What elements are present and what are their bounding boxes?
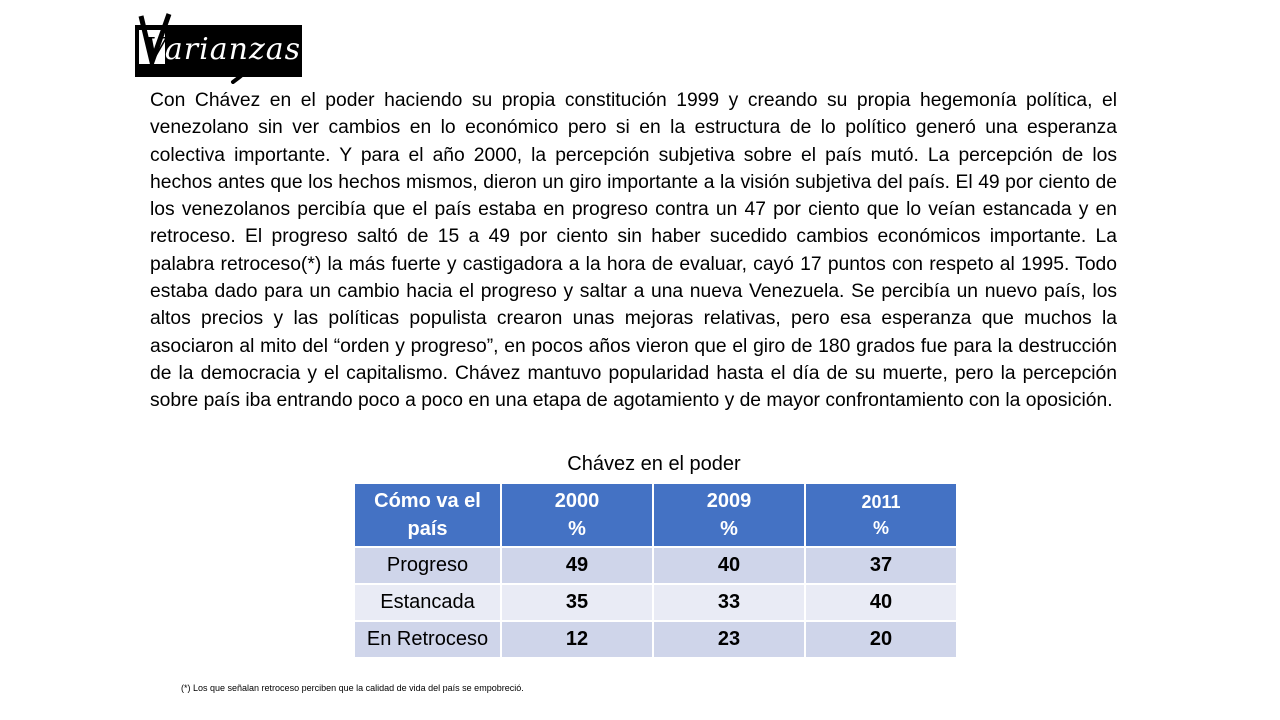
header-2000 <box>501 483 653 547</box>
logo-wordmark: Varianzas <box>145 32 302 67</box>
main-paragraph: Con Chávez en el poder haciendo su propia constitución 1999 y creando su propia hegemonía política, el venezolano sin ver cambios en lo económico pero si en la estructura de lo político generó una esperanza colectiva importante. Y para el año 2000, la percepción subjetiva sobre el país mutó. La percepción de los hechos antes que los hechos mismos, dieron un giro importante a la visión subjetiva del país. El 49 por ciento de los venezolanos percibía que el país estaba en progreso contra un 47 por ciento que lo veían estancada y en retroceso. El progreso saltó de 15 a 49 por ciento sin haber sucedido cambios económicos importante. La palabra retroceso(*) la más fuerte y castigadora a la hora de evaluar, cayó 17 puntos con respeto al 1995. Todo estaba dado para un cambio hacia el progreso y saltar a una nueva Venezuela. Se percibía un nuevo país, los altos precios y las políticas populista crearon unas mejoras relativas, pero esa esperanza que muchos la asociaron al mito del “orden y progreso”, en pocos años vieron que el giro de 180 grados fue para la destrucción de la democracia y el capitalismo. Chávez mantuvo popularidad hasta el día de su muerte, pero la percepción sobre país iba entrando poco a poco en una etapa de agotamiento y de mayor confrontamiento con la oposición. <box>150 90 1117 412</box>
table-row <box>354 621 957 658</box>
header-2000-unit: % <box>568 518 586 540</box>
header-2011-unit: % <box>872 518 889 538</box>
header-category-line2: país <box>407 518 448 540</box>
cell-progreso-2011: 37 <box>805 547 957 584</box>
cell-estancada-2009: 33 <box>653 584 805 621</box>
varianzas-logo <box>135 12 305 84</box>
footnote: (*) Los que señalan retroceso perciben que la calidad de vida del país se empobreció. <box>181 683 524 693</box>
cell-estancada-2000: 35 <box>501 584 653 621</box>
header-2011 <box>805 483 957 547</box>
cell-retroceso-2011: 20 <box>805 621 957 658</box>
cell-progreso-2000: 49 <box>501 547 653 584</box>
table-title: Chávez en el poder <box>567 453 741 475</box>
cell-progreso-2009: 40 <box>653 547 805 584</box>
header-2009-unit: % <box>720 518 738 540</box>
table-row <box>354 547 957 584</box>
table-header-row <box>354 483 957 547</box>
table-row <box>354 584 957 621</box>
header-category-line1: Cómo va el <box>374 490 481 512</box>
cell-estancada-2011: 40 <box>805 584 957 621</box>
header-category <box>354 483 501 547</box>
header-2011-year: 2011 <box>861 492 901 512</box>
row-label-retroceso: En Retroceso <box>354 621 501 658</box>
row-label-estancada: Estancada <box>354 584 501 621</box>
header-2009-year: 2009 <box>706 490 752 512</box>
row-label-progreso: Progreso <box>354 547 501 584</box>
header-2009 <box>653 483 805 547</box>
cell-retroceso-2009: 23 <box>653 621 805 658</box>
header-2000-year: 2000 <box>554 490 600 512</box>
perception-table <box>353 482 958 659</box>
cell-retroceso-2000: 12 <box>501 621 653 658</box>
